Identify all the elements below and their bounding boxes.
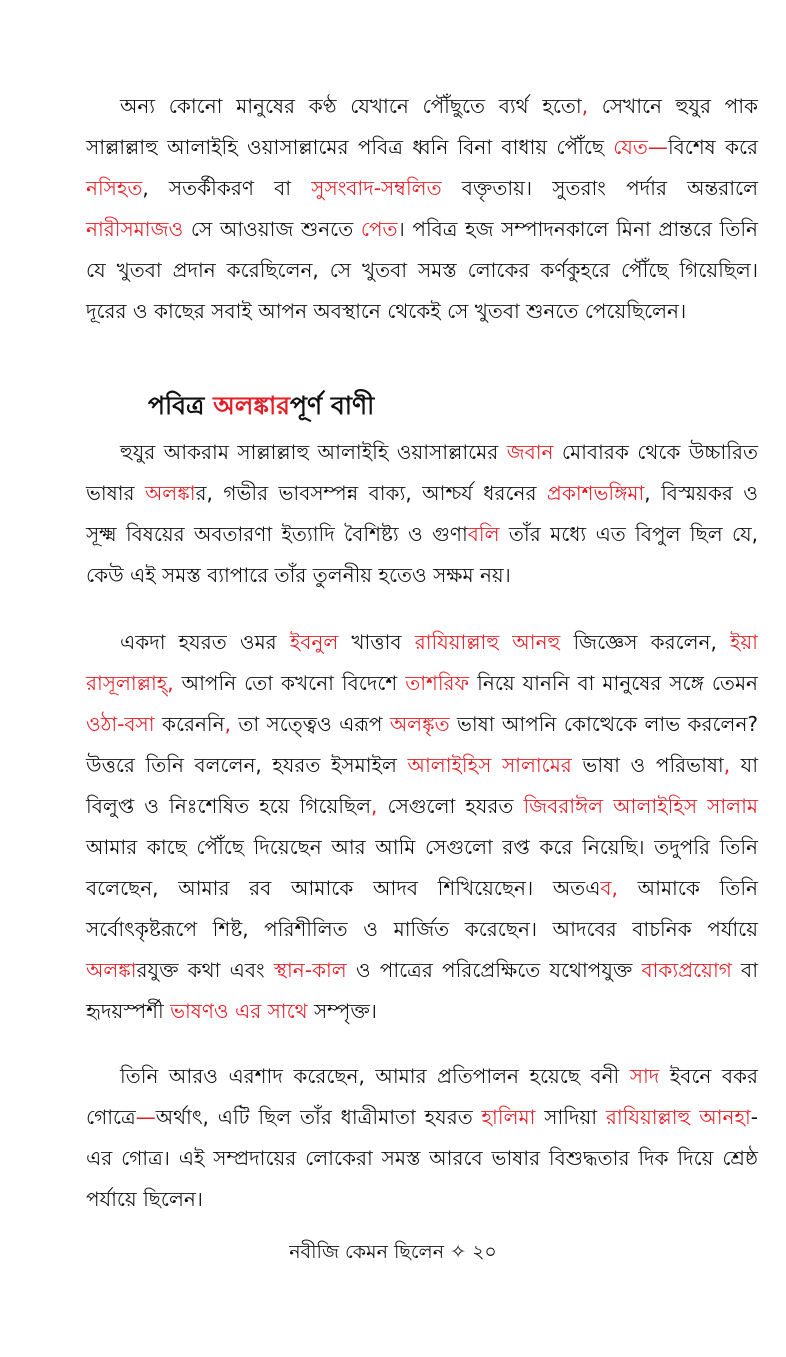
highlighted-text: স্থান-কাল <box>273 958 347 982</box>
section-heading <box>148 388 374 424</box>
text-run: করেননি <box>154 712 225 736</box>
paragraph-2 <box>86 432 758 596</box>
heading-part-1: পবিত্র <box>148 391 214 420</box>
highlighted-text: জবান <box>506 440 554 464</box>
separator-icon: ✧ <box>450 1241 467 1263</box>
highlighted-text: অলঙ্কৃত <box>389 712 450 736</box>
highlighted-text: , <box>224 712 231 736</box>
paragraph-1 <box>86 86 758 332</box>
text-run: সেখানে হুযুর পাক সাল্লাল্লাহু আলাইহি ওয়াসাল্লামের পবিত্র ধ্বনি বিনা বাধায় পৌঁছে <box>86 94 759 159</box>
text-run: নিয়ে যাননি বা মানুষের সঙ্গে তেমন <box>469 671 758 695</box>
highlighted-text: ইবনুল <box>289 630 339 654</box>
heading-part-3: পূর্ণ বাণী <box>290 391 375 420</box>
text-run: হুযুর আকরাম সাল্লাল্লাহু আলাইহি ওয়াসাল্লামের <box>120 440 507 464</box>
text-run: বা হৃদয়স্পর্শী <box>86 958 758 1023</box>
page-number: ২০ <box>472 1241 497 1263</box>
highlighted-text: যেত— <box>613 135 668 159</box>
text-run: ইবনে বকর গোত্রে <box>86 1064 758 1129</box>
highlighted-text: অলঙ্কা <box>144 481 196 505</box>
text-run: ভাষা আপনি কোত্থেকে লাভ করলেন? উত্তরে তিনি বললেন, হযরত ইসমাইল <box>86 712 758 777</box>
text-run: অর্থাৎ, এটি ছিল তাঁর ধাত্রীমাতা হযরত <box>155 1105 482 1129</box>
text-run: আমার কাছে পৌঁছে দিয়েছেন আর আমি সেগুলো রপ্ত করে নিয়েছি। তদুপরি তিনি বলেছেন, আমার রব আমাকে আদব শিখিয়েছেন। অতএ <box>86 835 758 900</box>
highlighted-text: ব, <box>600 876 618 900</box>
highlighted-text: ইয়া রাসূলাল্লাহ্, <box>86 630 758 695</box>
highlighted-text: অলঙ্কা <box>86 958 137 982</box>
highlighted-text: নসিহত <box>86 176 143 200</box>
highlighted-text: আলাইহিস সালামের <box>407 753 572 777</box>
highlighted-text: হালিমা <box>481 1105 536 1129</box>
highlighted-text: — <box>135 1105 156 1129</box>
text-run: খাত্তাব <box>338 630 415 654</box>
text-run: মোবারক থেকে উচ্চারিত ভাষার <box>86 440 758 505</box>
text-run: বক্তৃতায়। সুতরাং পর্দার অন্তরালে <box>441 176 758 200</box>
text-run: সেগুলো হযরত <box>377 794 524 818</box>
text-run: তা সত্ত্বেও এরূপ <box>230 712 390 736</box>
highlighted-text: আলাইহিস সালাম <box>613 794 758 818</box>
highlighted-text: , <box>581 94 589 118</box>
text-run: । পবিত্র হজ সম্পাদনকালে মিনা প্রান্তরে তিনি যে খুতবা প্রদান করেছিলেন, সে খুতবা সমস্ত লোকের কর্ণকুহরে পৌঁছে গিয়েছিল। দূরের ও কাছের সবাই আপন অবস্থানে থেকেই সে খুতবা শুনতে পেয়েছিলেন। <box>86 217 758 323</box>
highlighted-text: ওঠা-বসা <box>86 712 155 736</box>
highlighted-text: বলি <box>467 522 500 546</box>
text-run: সে আওয়াজ শুনতে <box>183 217 361 241</box>
text-run <box>603 794 613 818</box>
text-run: একদা হযরত ওমর <box>120 630 290 654</box>
highlighted-text: , <box>371 794 378 818</box>
highlighted-text: প্রকাশভঙ্গিমা <box>546 481 645 505</box>
text-run: ভাষা ও পরিভাষা <box>571 753 724 777</box>
text-run: সাদিয়া <box>535 1105 606 1129</box>
highlighted-text: পেত <box>360 217 398 241</box>
highlighted-text: রাযিয়াল্লাহু আনহা <box>605 1105 751 1129</box>
text-run: তিনি আরও এরশাদ করেছেন, আমার প্রতিপালন হয়েছে বনী <box>120 1064 630 1088</box>
text-run: জিজ্ঞেস করলেন, <box>560 630 730 654</box>
paragraph-4 <box>86 1056 758 1220</box>
text-run: আপনি তো কখনো বিদেশে <box>173 671 406 695</box>
footer-book-title: নবীজি কেমন ছিলেন <box>289 1241 445 1263</box>
text-run: আমাকে তিনি সর্বোৎকৃষ্টরূপে শিষ্ট, পরিশীলিত ও মার্জিত করেছেন। আদবের বাচনিক পর্যায়ে <box>86 876 758 941</box>
highlighted-text: রাযিয়াল্লাহু আনহু <box>414 630 561 654</box>
text-run: সম্পৃক্ত। <box>307 999 377 1023</box>
highlighted-text: , <box>723 753 731 777</box>
highlighted-text: জিবরাঈল <box>523 794 604 818</box>
highlighted-text: নারীসমাজও <box>86 217 184 241</box>
text-run: রযুক্ত কথা এবং <box>136 958 274 982</box>
paragraph-3 <box>86 622 758 1032</box>
text-run: তাঁর মধ্যে এত বিপুল ছিল যে, কেউ এই সমস্ত ব্যাপারে তাঁর তুলনীয় হতেও সক্ষম নয়। <box>86 522 758 587</box>
highlighted-text: সাদ <box>629 1064 660 1088</box>
text-run: র, গভীর ভাবসম্পন্ন বাক্য, আশ্চর্য ধরনের <box>195 481 547 505</box>
text-run: ও পাত্রের পরিপ্রেক্ষিতে যথোপযুক্ত <box>346 958 642 982</box>
text-run: বিশেষ করে <box>667 135 758 159</box>
heading-part-2: অলঙ্কার <box>213 391 291 420</box>
highlighted-text: বাক্যপ্রয়োগ <box>641 958 732 982</box>
text-run: অন্য কোনো মানুষের কণ্ঠ যেখানে পৌঁছুতে ব্যর্থ হতো <box>120 94 582 118</box>
text-run: -এর গোত্র। এই সম্প্রদায়ের লোকেরা সমস্ত আরবে ভাষার বিশুদ্ধতার দিক দিয়ে শ্রেষ্ঠ পর্যায়ে ছিলেন। <box>86 1105 758 1211</box>
highlighted-text: তাশরিফ <box>405 671 470 695</box>
text-run: যা বিলুপ্ত ও নিঃশেষিত হয়ে গিয়েছিল <box>86 753 759 818</box>
highlighted-text: সুসংবাদ-সম্বলিত <box>311 176 442 200</box>
highlighted-text: ভাষণও এর সাথে <box>170 999 308 1023</box>
text-run: , বিস্ময়কর ও সূক্ষ্ম বিষয়ের অবতারণা ইত্যাদি বৈশিষ্ট্য ও গুণা <box>86 481 759 546</box>
text-run: , সতর্কীকরণ বা <box>142 176 312 200</box>
page-footer <box>0 1238 786 1266</box>
